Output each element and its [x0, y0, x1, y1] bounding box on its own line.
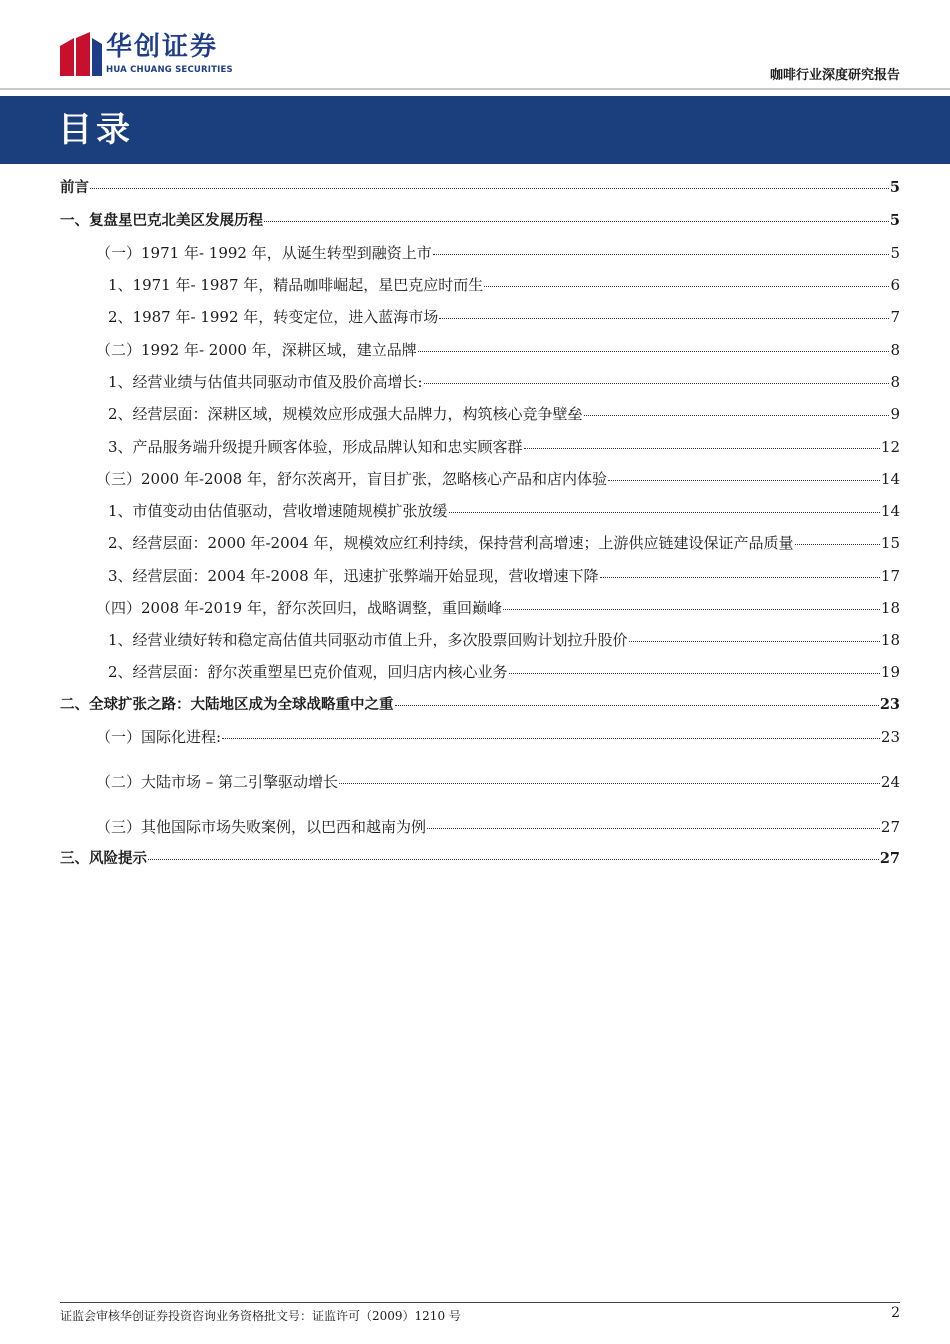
- toc-entry[interactable]: [60, 564, 900, 588]
- toc-leader: [427, 828, 880, 829]
- toc-entry-title: 1、市值变动由估值驱动，营收增速随规模扩张放缓: [108, 502, 448, 520]
- license-note: 证监会审核华创证券投资咨询业务资格批文号：证监许可（2009）1210 号: [60, 1309, 461, 1323]
- toc-entry-title: 2、1987 年- 1992 年，转变定位，进入蓝海市场: [108, 308, 439, 326]
- toc-entry-page: 17: [880, 567, 900, 585]
- toc-leader: [418, 351, 890, 352]
- toc-entry[interactable]: [60, 241, 900, 265]
- toc-entry-title: （三）2000 年-2008 年，舒尔茨离开，盲目扩张，忽略核心产品和店内体验: [96, 470, 607, 488]
- page-title: 目录: [58, 110, 134, 150]
- toc-leader: [339, 783, 880, 784]
- toc-leader: [264, 221, 889, 222]
- toc-leader: [484, 286, 889, 287]
- company-logo: [60, 32, 250, 82]
- toc-entry[interactable]: [60, 338, 900, 362]
- toc-leader: [424, 383, 890, 384]
- toc-entry-page: 15: [880, 534, 900, 552]
- toc-entry-title: 1、经营业绩好转和稳定高估值共同驱动市值上升，多次股票回购计划拉升股价: [108, 631, 628, 649]
- toc-entry-page: 8: [890, 341, 900, 359]
- toc-entry[interactable]: [60, 628, 900, 652]
- toc-entry-title: 2、经营层面：深耕区域，规模效应形成强大品牌力，构筑核心竞争壁垒: [108, 405, 583, 423]
- toc-entry-title: 一、复盘星巴克北美区发展历程: [60, 213, 263, 229]
- page-number: 2: [891, 1305, 900, 1321]
- header-divider: [0, 88, 950, 90]
- toc-entry-page: 27: [879, 850, 900, 867]
- toc-leader: [509, 673, 880, 674]
- toc-entry-page: 6: [890, 276, 900, 294]
- toc-entry-title: 1、经营业绩与估值共同驱动市值及股价高增长:: [108, 373, 423, 391]
- toc-entry[interactable]: [60, 660, 900, 684]
- toc-entry-page: 5: [889, 212, 900, 229]
- toc-entry-page: 12: [880, 438, 900, 456]
- toc-entry[interactable]: [60, 815, 900, 839]
- toc-leader: [222, 738, 880, 739]
- logo-cn-text: 华创证券: [106, 32, 219, 62]
- toc-leader: [608, 480, 880, 481]
- toc-entry-page: 5: [890, 244, 900, 262]
- toc-leader: [524, 448, 880, 449]
- footer-divider: [60, 1302, 900, 1303]
- toc-entry-page: 24: [880, 773, 900, 791]
- toc-entry-page: 18: [880, 599, 900, 617]
- toc-entry[interactable]: [60, 847, 900, 871]
- toc-leader: [90, 188, 889, 189]
- toc-entry-page: 23: [879, 696, 900, 713]
- toc-entry-title: 1、1971 年- 1987 年，精品咖啡崛起，星巴克应时而生: [108, 276, 484, 294]
- logo-mark-icon: [60, 32, 102, 76]
- toc-entry[interactable]: [60, 725, 900, 749]
- toc-leader: [433, 254, 890, 255]
- toc-entry[interactable]: [60, 693, 900, 717]
- toc-entry-title: 三、风险提示: [60, 851, 147, 867]
- toc-entry-title: 2、经营层面：舒尔茨重塑星巴克价值观，回归店内核心业务: [108, 663, 508, 681]
- toc-entry[interactable]: [60, 499, 900, 523]
- toc-entry-page: 27: [880, 818, 900, 836]
- toc-leader: [503, 609, 880, 610]
- toc-entry-title: 二、全球扩张之路：大陆地区成为全球战略重中之重: [60, 697, 394, 713]
- toc-entry-title: （四）2008 年-2019 年，舒尔茨回归，战略调整，重回巅峰: [96, 599, 502, 617]
- toc-leader: [600, 577, 880, 578]
- toc-leader: [439, 318, 889, 319]
- toc-leader: [148, 859, 879, 860]
- toc-entry-page: 14: [880, 502, 900, 520]
- toc-entry[interactable]: [60, 435, 900, 459]
- toc-entry[interactable]: [60, 370, 900, 394]
- toc-entry-title: 前言: [60, 180, 89, 196]
- toc-entry-title: （一）1971 年- 1992 年，从诞生转型到融资上市: [96, 244, 432, 262]
- toc-entry[interactable]: [60, 176, 900, 200]
- toc-entry[interactable]: [60, 273, 900, 297]
- toc-entry-title: （二）1992 年- 2000 年，深耕区域，建立品牌: [96, 341, 417, 359]
- toc-entry-page: 7: [890, 308, 900, 326]
- toc-leader: [795, 544, 880, 545]
- logo-en-text: HUA CHUANG SECURITIES: [106, 65, 233, 75]
- toc-entry[interactable]: [60, 305, 900, 329]
- toc-entry-title: 3、经营层面：2004 年-2008 年，迅速扩张弊端开始显现，营收增速下降: [108, 567, 599, 585]
- toc-entry[interactable]: [60, 209, 900, 233]
- report-type: 咖啡行业深度研究报告: [769, 68, 900, 83]
- toc-entry[interactable]: [60, 770, 900, 794]
- toc-entry-title: （二）大陆市场 – 第二引擎驱动增长: [96, 773, 339, 791]
- toc-entry-title: （三）其他国际市场失败案例，以巴西和越南为例: [96, 818, 427, 836]
- toc-entry-page: 9: [890, 405, 900, 423]
- toc-entry-title: （一）国际化进程:: [96, 728, 222, 746]
- toc-leader: [449, 512, 880, 513]
- toc-entry[interactable]: [60, 531, 900, 555]
- toc-entry-page: 23: [880, 728, 900, 746]
- toc-leader: [395, 705, 879, 706]
- toc-leader: [629, 641, 880, 642]
- toc-entry-page: 8: [890, 373, 900, 391]
- toc-entry-page: 5: [889, 179, 900, 196]
- toc-entry[interactable]: [60, 467, 900, 491]
- toc-entry-title: 3、产品服务端升级提升顾客体验，形成品牌认知和忠实顾客群: [108, 438, 523, 456]
- toc-entry-page: 19: [880, 663, 900, 681]
- toc-entry-page: 14: [880, 470, 900, 488]
- toc-leader: [584, 415, 890, 416]
- toc-entry-title: 2、经营层面：2000 年-2004 年，规模效应红利持续，保持营利高增速；上游供应链建设保证产品质量: [108, 534, 794, 552]
- title-banner: [0, 96, 950, 164]
- toc-entry-page: 18: [880, 631, 900, 649]
- toc-entry[interactable]: [60, 402, 900, 426]
- toc-entry[interactable]: [60, 596, 900, 620]
